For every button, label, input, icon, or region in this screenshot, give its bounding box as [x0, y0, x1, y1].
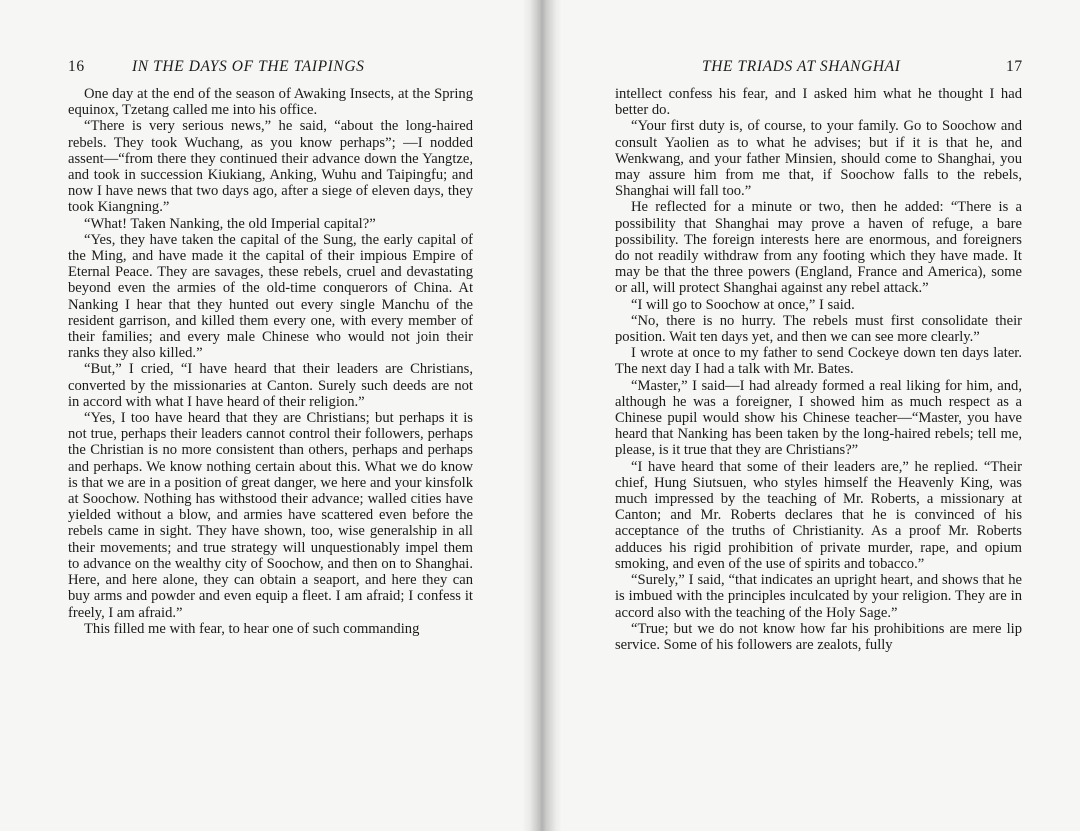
body-text-right — [615, 86, 1022, 653]
page-number-right: 17 — [1006, 58, 1023, 75]
paragraph: This filled me with fear, to hear one of such commanding — [84, 620, 420, 637]
paragraph: “Yes, they have taken the capital of the Sung, the early capital of the Ming, and have made it the capital of their impious Empire of Eternal Peace. They are savages, these rebels, cruel and devastating beyond even the armies of the old-time conquerors of China. At Nanking I hear that they hunted out every single Manchu of the resident garrison, and killed them every one, with every member of their families; and every male Chinese who would not join their ranks they also killed.” — [68, 231, 473, 362]
paragraph: “No, there is no hurry. The rebels must first consolidate their position. Wait ten days yet, and then we can see more clearly.” — [615, 312, 1022, 346]
running-head-left: IN THE DAYS OF THE TAIPINGS — [132, 58, 365, 75]
paragraph: “Surely,” I said, “that indicates an upright heart, and shows that he is imbued with the principles inculcated by your religion. They are in accord also with the teaching of the Holy Sage.” — [615, 572, 1022, 621]
paragraph: “I have heard that some of their leaders are,” he replied. “Their chief, Hung Siutsuen, who styles himself the Heavenly King, was much impressed by the teaching of Mr. Roberts, a missionary at Canton; and Mr. Roberts declares that he is convinced of his acceptance of the truths of Christianity. As a proof Mr. Roberts adduces his rigid prohibition of private murder, rape, and opium smoking, and even of the use of spirits and tobacco.” — [615, 458, 1022, 572]
paragraph: “Yes, I too have heard that they are Christians; but perhaps it is not true, perhaps their leaders cannot control their followers, perhaps the Christian is no more consistent than others, perhaps and perhaps and perhaps. We know nothing certain about this. What we do know is that we are in a position of great danger, we here and your kinsfolk at Soochow. Nothing has withstood their advance; walled cities have yielded without a blow, and armies have scattered even before the rebels came in sight. They have shown, too, wise generalship in all their movements; and true strategy will unquestionably impel them to advance on the wealthy city of Soochow, and then on to Shanghai. Here, and here alone, they can obtain a seaport, and here they can buy arms and powder and even equip a fleet. I am afraid; I confess it freely, I am afraid.” — [68, 410, 473, 621]
paragraph: “True; but we do not know how far his prohibitions are mere lip service. Some of his followers are zealots, fully — [615, 620, 1022, 653]
paragraph-continuation: intellect confess his fear, and I asked him what he thought I had better do. — [615, 86, 1022, 119]
paragraph: “What! Taken Nanking, the old Imperial capital?” — [84, 215, 376, 232]
paragraph: “Master,” I said—I had already formed a real liking for him, and, although he was a foreigner, I showed him as much respect as a Chinese pupil would show his Chinese teacher—“Master, you have heard that Nanking has been taken by the long-haired rebels; tell me, please, is it true that they are Christians?” — [615, 377, 1022, 459]
left-page — [0, 0, 530, 831]
running-head-right: THE TRIADS AT SHANGHAI — [702, 58, 901, 75]
paragraph: “There is very serious news,” he said, “about the long-haired rebels. They took Wuchang, as you know perhaps”; —I nodded assent—“from there they continued their advance down the Yangtze, and took in succession Kiukiang, Anking, Wuhu and Taipingfu; and now I have news that two days ago, after a siege of eleven days, they took Kiangning.” — [68, 118, 473, 216]
right-page — [545, 0, 1080, 831]
paragraph: One day at the end of the season of Awaking Insects, at the Spring equinox, Tzetang called me into his office. — [68, 86, 473, 119]
paragraph: “But,” I cried, “I have heard that their leaders are Christians, converted by the missionaries at Canton. Surely such deeds are not in accord with what I have heard of their religion.” — [68, 361, 473, 410]
page-number-left: 16 — [68, 58, 85, 75]
paragraph: “I will go to Soochow at once,” I said. — [631, 296, 855, 313]
paragraph: “Your first duty is, of course, to your family. Go to Soochow and consult Yaolien as to what he advises; but if it is that he, and Wenkwang, and your father Minsien, should come to Shanghai, you may assure him from me that, if Soochow falls to the rebels, Shanghai will fall too.” — [615, 118, 1022, 200]
body-text-left — [68, 86, 473, 637]
paragraph: I wrote at once to my father to send Cockeye down ten days later. The next day I had a talk with Mr. Bates. — [615, 345, 1022, 378]
paragraph: He reflected for a minute or two, then he added: “There is a possibility that Shanghai may prove a haven of refuge, a bare possibility. The foreign interests here are enormous, and foreigners do not readily withdraw from any footing which they have made. It may be that the three powers (England, France and America), some or all, will protect Shanghai against any rebel attack.” — [615, 199, 1022, 297]
